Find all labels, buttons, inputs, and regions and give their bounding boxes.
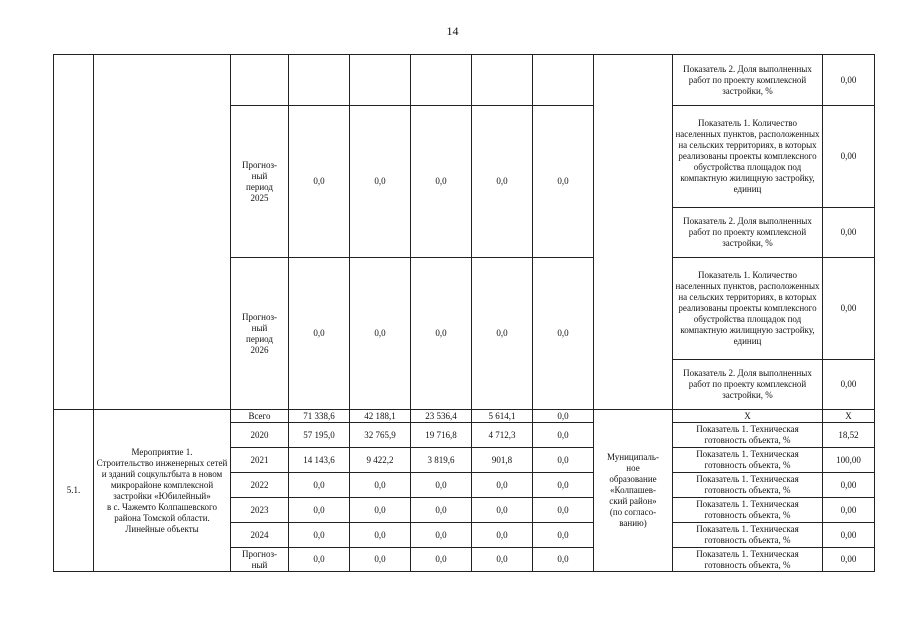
value-cell: 5 614,1 xyxy=(472,410,533,423)
value-cell: 0,0 xyxy=(411,106,472,258)
indicator-value: X xyxy=(823,410,875,423)
activity-code: 5.1. xyxy=(54,410,94,572)
indicator-value: 0,00 xyxy=(823,548,875,572)
value-cell: 0,0 xyxy=(289,548,350,572)
value-cell: 0,0 xyxy=(289,106,350,258)
period-label: 2022 xyxy=(231,473,289,498)
value-cell: 0,0 xyxy=(411,498,472,523)
period-label: 2021 xyxy=(231,448,289,473)
indicator-value: 0,00 xyxy=(823,55,875,106)
value-cell: 0,0 xyxy=(472,473,533,498)
indicator-value: 0,00 xyxy=(823,498,875,523)
value-cell: 0,0 xyxy=(350,258,411,410)
period-label: Прогноз- ный xyxy=(231,548,289,572)
value-cell: 0,0 xyxy=(350,523,411,548)
value-cell: 0,0 xyxy=(533,423,594,448)
program-table xyxy=(53,54,875,572)
value-cell-empty xyxy=(533,55,594,106)
value-cell: 0,0 xyxy=(350,498,411,523)
period-cell-empty xyxy=(231,55,289,106)
indicator-value: 0,00 xyxy=(823,106,875,208)
value-cell: 57 195,0 xyxy=(289,423,350,448)
value-cell: 0,0 xyxy=(472,548,533,572)
value-cell: 0,0 xyxy=(533,498,594,523)
value-cell: 14 143,6 xyxy=(289,448,350,473)
value-cell: 0,0 xyxy=(289,523,350,548)
value-cell-empty xyxy=(472,55,533,106)
value-cell: 4 712,3 xyxy=(472,423,533,448)
value-cell: 0,0 xyxy=(472,523,533,548)
value-cell: 23 536,4 xyxy=(411,410,472,423)
executor-cell: Муниципаль- ное образование «Колпашев- ский район» (по согласо- ванию) xyxy=(594,410,673,572)
indicator-text: Показатель 1. Техническая готовность объекта, % xyxy=(673,548,823,572)
value-cell: 0,0 xyxy=(350,106,411,258)
value-cell: 19 716,8 xyxy=(411,423,472,448)
period-label: 2020 xyxy=(231,423,289,448)
indicator-value: 18,52 xyxy=(823,423,875,448)
value-cell: 3 819,6 xyxy=(411,448,472,473)
indicator-text: Показатель 2. Доля выполненных работ по проекту комплексной застройки, % xyxy=(673,360,823,410)
value-cell: 0,0 xyxy=(533,106,594,258)
value-cell: 9 422,2 xyxy=(350,448,411,473)
value-cell: 0,0 xyxy=(533,523,594,548)
period-label: Всего xyxy=(231,410,289,423)
page-number: 14 xyxy=(446,24,459,38)
indicator-text: Показатель 1. Техническая готовность объекта, % xyxy=(673,448,823,473)
value-cell: 0,0 xyxy=(350,473,411,498)
value-cell: 0,0 xyxy=(533,473,594,498)
indicator-text: Показатель 1. Техническая готовность объекта, % xyxy=(673,473,823,498)
indicator-text: Показатель 2. Доля выполненных работ по проекту комплексной застройки, % xyxy=(673,55,823,106)
value-cell: 901,8 xyxy=(472,448,533,473)
table-row xyxy=(54,410,875,423)
value-cell: 0,0 xyxy=(411,258,472,410)
indicator-value: 0,00 xyxy=(823,258,875,360)
indicator-text: Показатель 1. Количество населенных пунктов, расположенных на сельских территориях, в которых реализованы проекты комплексного обустройства площадок под компактную жилищную застройку, единиц xyxy=(673,106,823,208)
value-cell: 0,0 xyxy=(289,473,350,498)
value-cell: 42 188,1 xyxy=(350,410,411,423)
table-row xyxy=(54,55,875,106)
value-cell: 0,0 xyxy=(472,258,533,410)
value-cell: 71 338,6 xyxy=(289,410,350,423)
indicator-value: 0,00 xyxy=(823,473,875,498)
period-label: 2024 xyxy=(231,523,289,548)
value-cell: 0,0 xyxy=(411,523,472,548)
activity-name: Мероприятие 1. Строительство инженерных сетей и зданий соцкультбыта в новом микрорайоне комплексной застройки «Юбилейный» в с. Чажемто Колпашевского района Томской области. Линейные объекты xyxy=(94,410,231,572)
value-cell: 0,0 xyxy=(289,258,350,410)
value-cell: 0,0 xyxy=(472,498,533,523)
executor-cell-empty xyxy=(594,55,673,410)
indicator-value: 0,00 xyxy=(823,360,875,410)
indicator-value: 0,00 xyxy=(823,208,875,258)
value-cell: 0,0 xyxy=(289,498,350,523)
value-cell: 0,0 xyxy=(350,548,411,572)
value-cell: 0,0 xyxy=(533,548,594,572)
period-label: 2023 xyxy=(231,498,289,523)
period-label: Прогноз- ный период 2025 xyxy=(231,106,289,258)
value-cell-empty xyxy=(411,55,472,106)
value-cell: 0,0 xyxy=(411,473,472,498)
indicator-value: 0,00 xyxy=(823,523,875,548)
indicator-text: Показатель 1. Количество населенных пунктов, расположенных на сельских территориях, в которых реализованы проекты комплексного обустройства площадок под компактную жилищную застройку, единиц xyxy=(673,258,823,360)
indicator-text: Показатель 2. Доля выполненных работ по проекту комплексной застройки, % xyxy=(673,208,823,258)
name-cell-empty xyxy=(94,55,231,410)
code-cell-empty xyxy=(54,55,94,410)
indicator-value: 100,00 xyxy=(823,448,875,473)
value-cell: 0,0 xyxy=(533,448,594,473)
value-cell: 32 765,9 xyxy=(350,423,411,448)
value-cell: 0,0 xyxy=(533,258,594,410)
value-cell: 0,0 xyxy=(533,410,594,423)
indicator-text: Показатель 1. Техническая готовность объекта, % xyxy=(673,423,823,448)
indicator-text: X xyxy=(673,410,823,423)
value-cell-empty xyxy=(350,55,411,106)
value-cell-empty xyxy=(289,55,350,106)
period-label: Прогноз- ный период 2026 xyxy=(231,258,289,410)
value-cell: 0,0 xyxy=(411,548,472,572)
indicator-text: Показатель 1. Техническая готовность объекта, % xyxy=(673,498,823,523)
indicator-text: Показатель 1. Техническая готовность объекта, % xyxy=(673,523,823,548)
value-cell: 0,0 xyxy=(472,106,533,258)
